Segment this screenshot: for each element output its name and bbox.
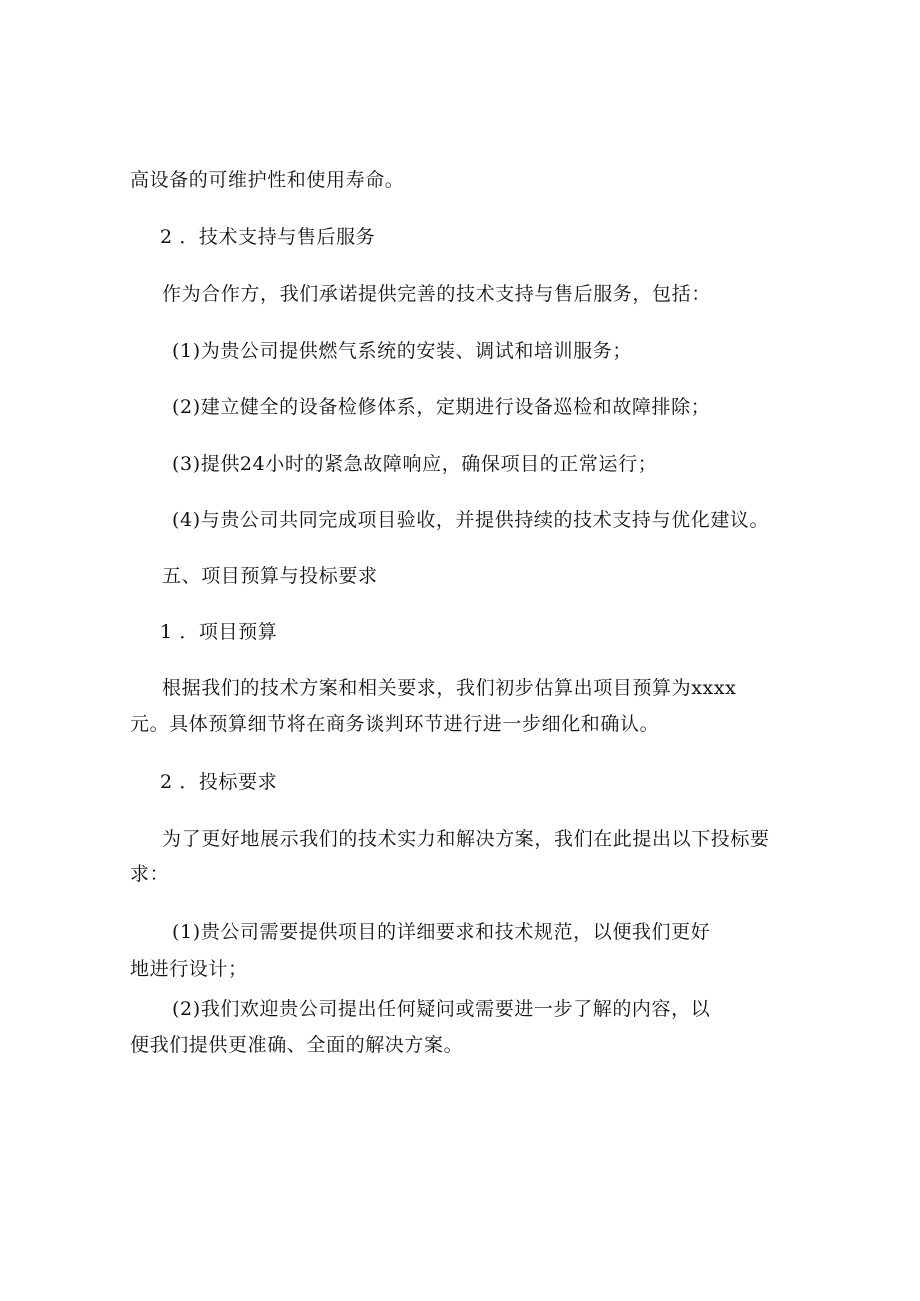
list-item: (2)建立健全的设备检修体系，定期进行设备巡检和故障排除； — [172, 396, 711, 418]
paragraph-line: 为了更好地展示我们的技术实力和解决方案，我们在此提出以下投标要 — [162, 828, 770, 850]
section-heading: 2 ．投标要求 — [160, 771, 278, 793]
list-item-continuation: 便我们提供更准确、全面的解决方案。 — [130, 1034, 464, 1056]
section-heading: 2 ．技术支持与售后服务 — [160, 226, 376, 248]
paragraph-line: 高设备的可维护性和使用寿命。 — [130, 169, 405, 191]
list-item: (3)提供24小时的紧急故障响应，确保项目的正常运行； — [172, 453, 658, 475]
list-item-continuation: 地进行设计； — [130, 958, 248, 980]
list-item: (1)为贵公司提供燃气系统的安装、调试和培训服务； — [172, 340, 632, 362]
paragraph-line: 元。具体预算细节将在商务谈判环节进行进一步细化和确认。 — [130, 713, 660, 735]
list-item: (1)贵公司需要提供项目的详细要求和技术规范，以便我们更好 — [172, 921, 711, 943]
chapter-heading: 五、项目预算与投标要求 — [162, 565, 378, 587]
section-heading: 1 ．项目预算 — [160, 621, 278, 643]
list-item: (4)与贵公司共同完成项目验收，并提供持续的技术支持与优化建议。 — [172, 509, 770, 531]
paragraph-line: 作为合作方，我们承诺提供完善的技术支持与售后服务，包括： — [162, 283, 711, 305]
paragraph-line: 求： — [130, 863, 170, 885]
paragraph-line: 根据我们的技术方案和相关要求，我们初步估算出项目预算为xxxx — [162, 677, 737, 699]
list-item: (2)我们欢迎贵公司提出任何疑问或需要进一步了解的内容，以 — [172, 998, 711, 1020]
